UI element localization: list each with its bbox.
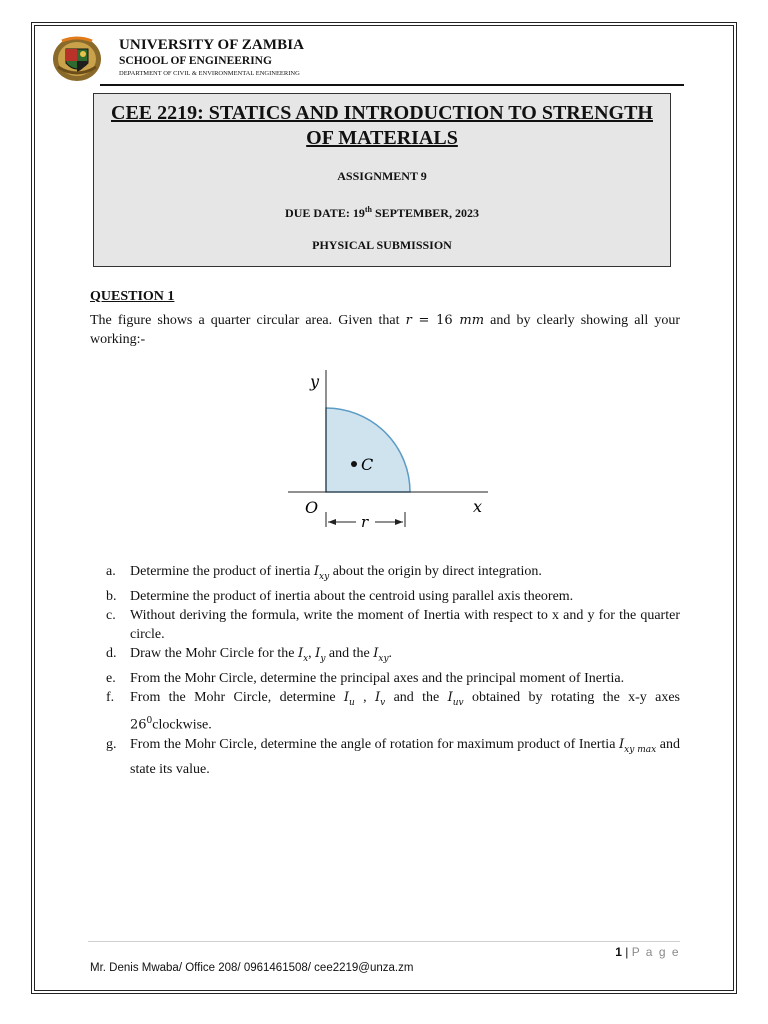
origin-label: O <box>305 498 319 517</box>
dimension-arrow-right <box>395 519 403 525</box>
footer-divider <box>88 941 680 942</box>
question-heading: QUESTION 1 <box>90 289 175 304</box>
item-e: e. From the Mohr Circle, determine the principal axes and the principal moment of Inertia. <box>106 670 625 686</box>
submission-type: PHYSICAL SUBMISSION <box>312 238 452 252</box>
due-date: DUE DATE: 19th SEPTEMBER, 2023 <box>285 205 479 220</box>
radius-label: r <box>361 513 369 531</box>
course-title <box>94 101 670 151</box>
course-title-line1: CEE 2219: STATICS AND INTRODUCTION TO STRENGTH <box>111 102 653 124</box>
item-c: c. Without deriving the formula, write the moment of Inertia with respect to x and y for the quarter circle. <box>106 607 680 642</box>
dimension-arrow-left <box>328 519 336 525</box>
centroid-label: C <box>361 455 374 474</box>
item-a: a. Determine the product of inertia $I_{xy}$ about the origin by direct integration. <box>106 564 542 582</box>
course-title-line2: OF MATERIALS <box>306 127 458 149</box>
question-items <box>106 562 680 779</box>
x-axis-label: x <box>473 497 483 516</box>
item-b: b. Determine the product of inertia about the centroid using parallel axis theorem. <box>106 588 574 604</box>
item-f: f. From the Mohr Circle, determine $I_u$ , $I_v$ and the $I_{uv}$ obtained by rotating the x-y axes $26^0clockwise$. <box>106 689 681 734</box>
item-d: d. Draw the Mohr Circle for the $I_x$, $I_y$ and the $I_{xy}$. <box>106 645 393 664</box>
quarter-circle-area <box>326 408 410 492</box>
centroid-point <box>351 461 357 467</box>
y-axis-label: y <box>310 372 320 391</box>
question-intro: The figure shows a quarter circular area. Given that r = 16 mm and by clearly showing all your working:- <box>90 313 680 347</box>
school-name: SCHOOL OF ENGINEERING <box>119 55 272 67</box>
footer-contact: Mr. Denis Mwaba/ Office 208/ 0961461508/ cee2219@unza.zm <box>90 962 414 974</box>
university-name: UNIVERSITY OF ZAMBIA <box>119 37 305 53</box>
item-g: g. From the Mohr Circle, determine the angle of rotation for maximum product of Inertia $I_{xy max}$ and state its value. <box>106 737 680 777</box>
assignment-title-box <box>93 93 671 267</box>
university-crest-logo <box>52 33 102 83</box>
quarter-circle-figure <box>283 365 503 540</box>
assignment-number: ASSIGNMENT 9 <box>337 169 427 183</box>
header-divider <box>100 84 684 86</box>
department-name: DEPARTMENT OF CIVIL & ENVIRONMENTAL ENGINEERING <box>119 70 300 77</box>
page-number: 1 | P a g e <box>615 945 680 959</box>
